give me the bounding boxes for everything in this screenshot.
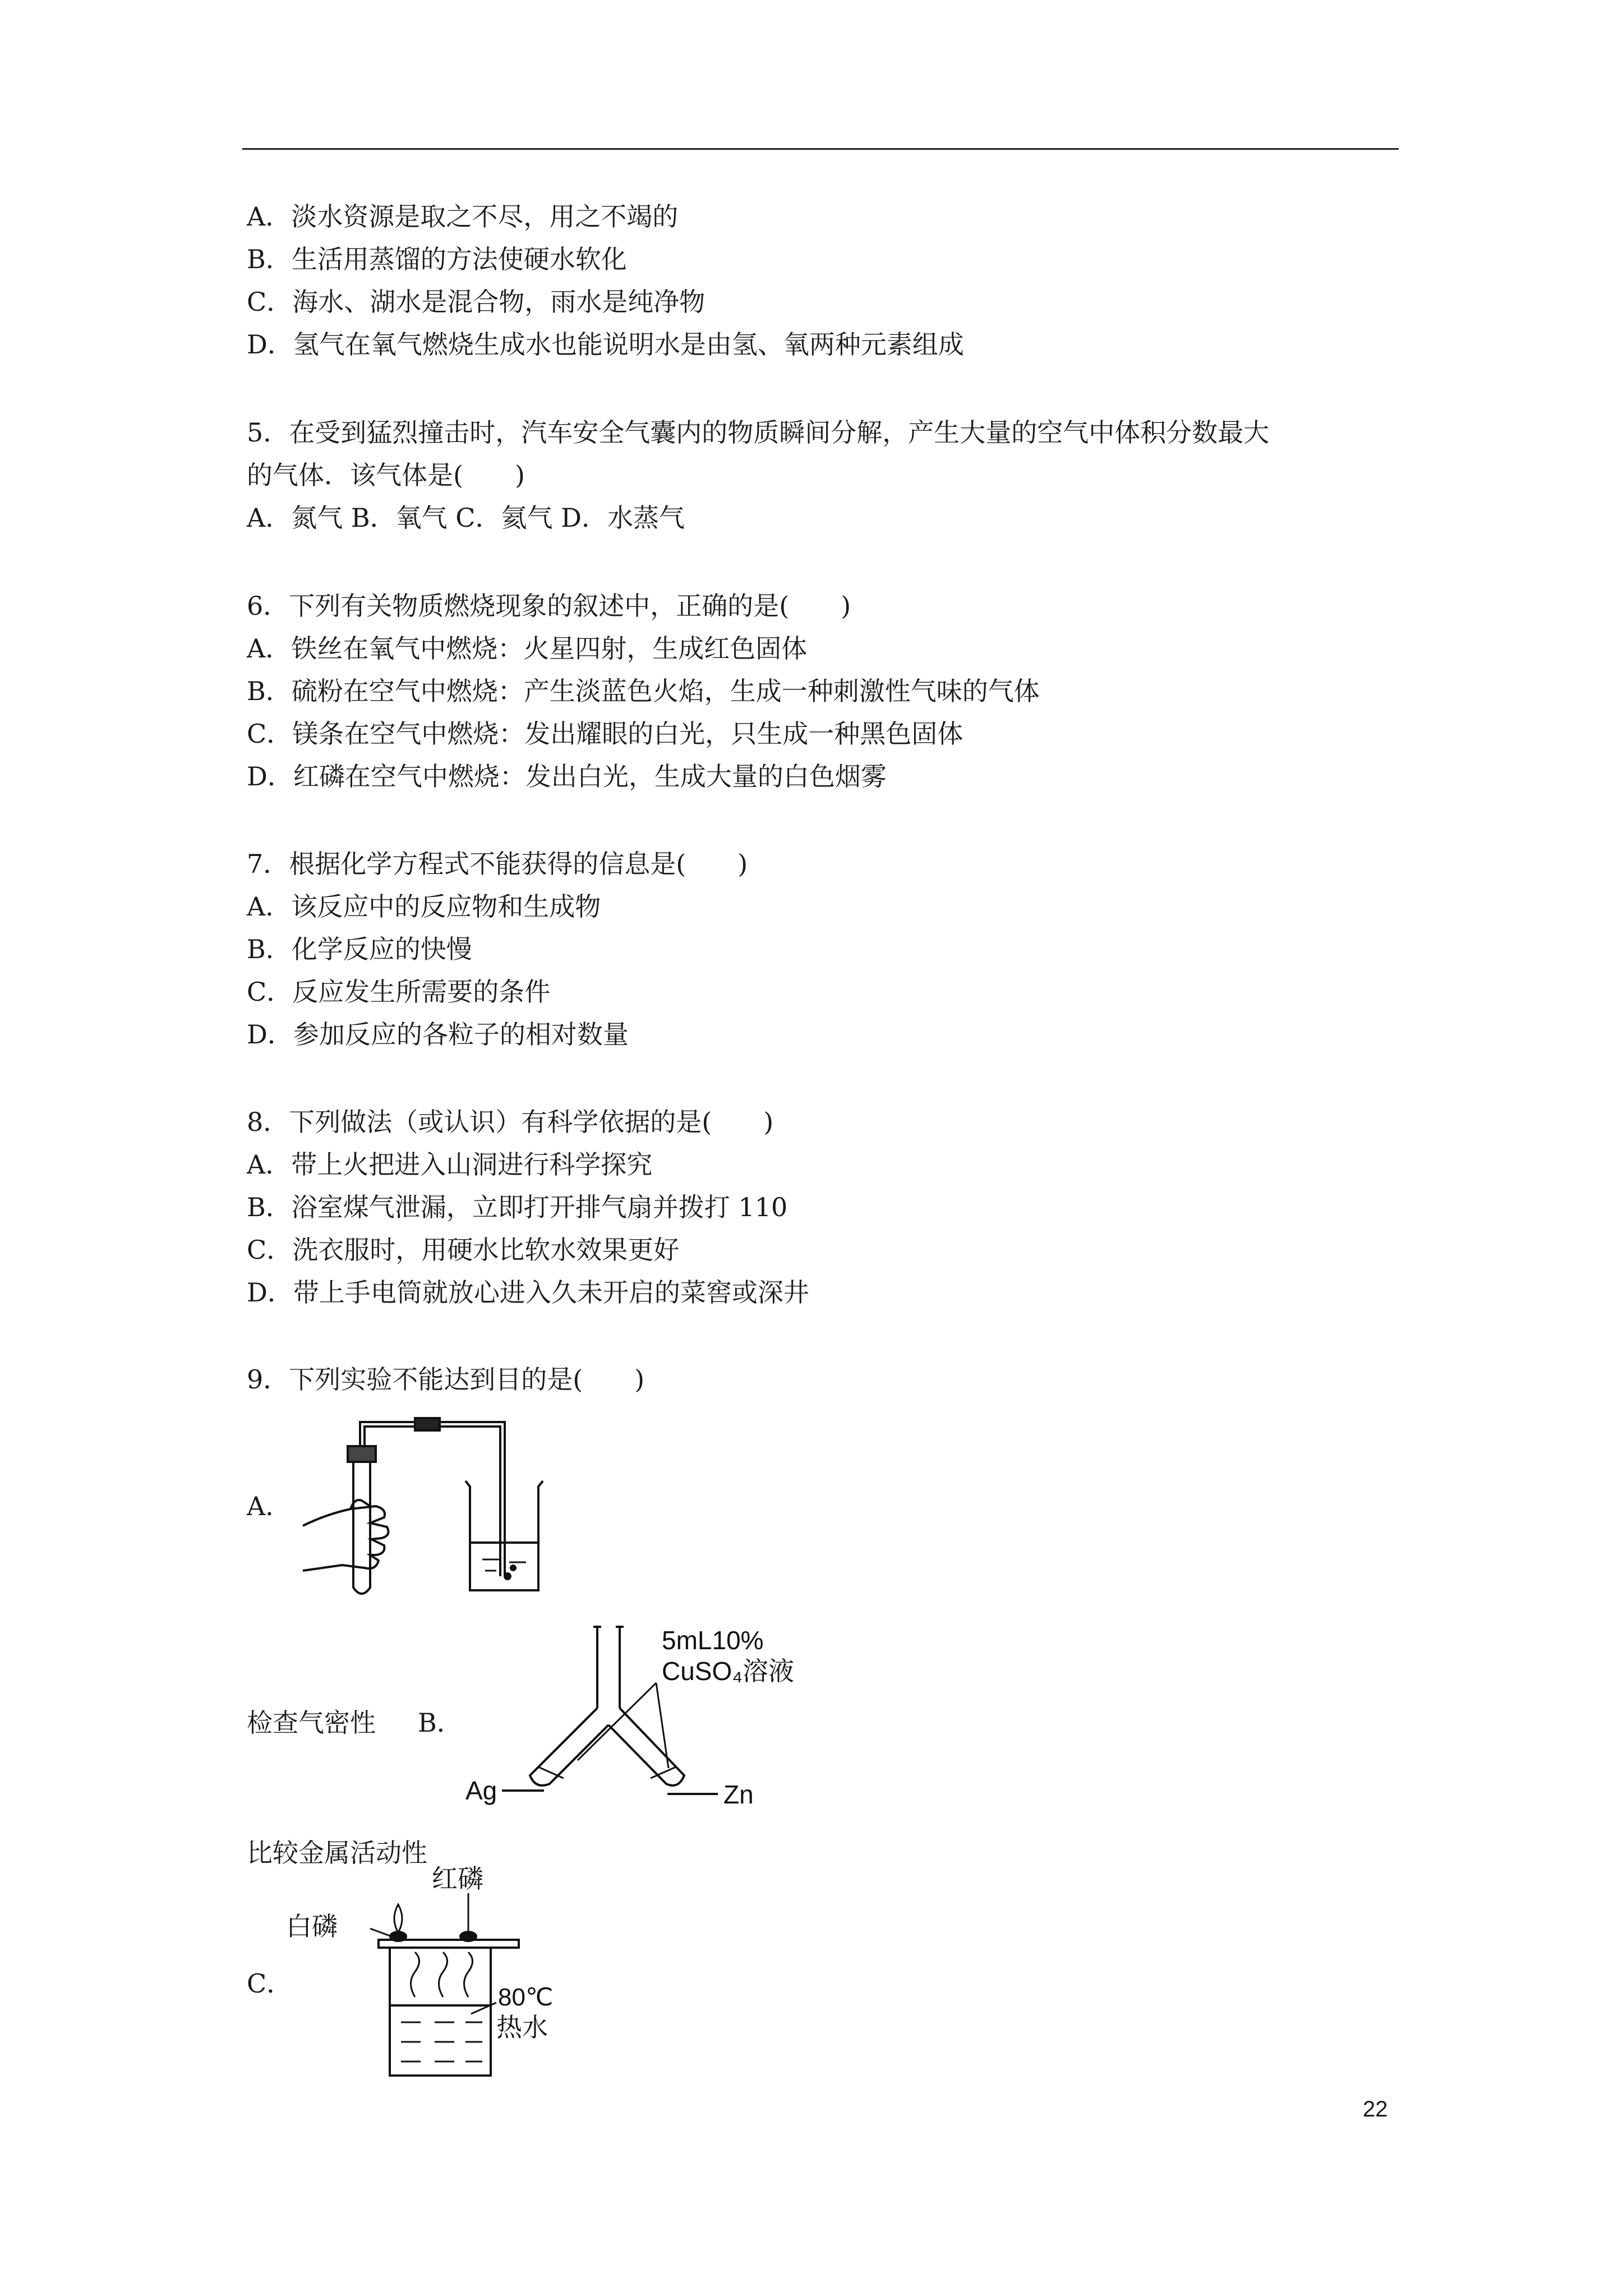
q5-stem-line1: 5．在受到猛烈撞击时，汽车安全气囊内的物质瞬间分解，产生大量的空气中体积分数最大 — [247, 417, 1270, 448]
q6-option-d: D．红磷在空气中燃烧：发出白光，生成大量的白色烟雾 — [247, 761, 887, 792]
q5-stem-line2: 的气体．该气体是( ) — [247, 460, 525, 490]
q9-option-a-caption: 检查气密性 — [247, 1708, 376, 1738]
q9-option-a-label: A． — [247, 1491, 292, 1521]
q8-option-a: A．带上火把进入山洞进行科学探究 — [247, 1149, 653, 1180]
q8-option-d: D．带上手电筒就放心进入久未开启的菜窖或深井 — [247, 1277, 809, 1308]
q9-stem: 9．下列实验不能达到目的是( ) — [247, 1364, 645, 1395]
q6-stem: 6．下列有关物质燃烧现象的叙述中，正确的是( ) — [247, 591, 851, 621]
q5-options: A．氮气 B．氧气 C．氦气 D．水蒸气 — [247, 503, 685, 533]
figure-metal-activity — [460, 1616, 819, 1818]
q7-option-a: A．该反应中的反应物和生成物 — [247, 891, 601, 922]
q7-option-c: C．反应发生所需要的条件 — [247, 977, 551, 1007]
q7-option-d: D．参加反应的各粒子的相对数量 — [247, 1019, 629, 1050]
q4-option-a: A．淡水资源是取之不尽，用之不竭的 — [247, 201, 679, 232]
q9-option-b-caption: 比较金属活动性 — [247, 1838, 427, 1868]
q9-option-c-label: C． — [247, 1968, 293, 1999]
q6-option-b: B．硫粉在空气中燃烧：产生淡蓝色火焰，生成一种刺激性气味的气体 — [247, 676, 1040, 706]
q8-option-c: C．洗衣服时，用硬水比软水效果更好 — [247, 1235, 680, 1265]
q8-stem: 8．下列做法（或认识）有科学依据的是( ) — [247, 1107, 774, 1137]
left-metal-label: Ag — [465, 1776, 497, 1805]
q6-option-c: C．镁条在空气中燃烧：发出耀眼的白光，只生成一种黑色固体 — [247, 719, 963, 749]
q4-option-c: C．海水、湖水是混合物，雨水是纯净物 — [247, 287, 706, 317]
solution-label-line2: CuSO₄溶液 — [662, 1657, 795, 1686]
white-phosphorus-label: 白磷 — [286, 1911, 338, 1941]
solution-label-line1: 5mL10% — [662, 1626, 764, 1655]
q4-option-d: D．氢气在氧气燃烧生成水也能说明水是由氢、氧两种元素组成 — [247, 329, 964, 360]
figure-phosphorus-combustion — [286, 1862, 600, 2087]
q4-option-b: B．生活用蒸馏的方法使硬水软化 — [247, 244, 627, 274]
temperature-label: 80℃ — [498, 1984, 554, 2011]
q8-option-b: B．浴室煤气泄漏，立即打开排气扇并拨打 110 — [247, 1192, 788, 1222]
header-rule — [242, 148, 1399, 150]
q6-option-a: A．铁丝在氧气中燃烧：火星四射，生成红色固体 — [247, 633, 808, 664]
right-metal-label: Zn — [723, 1780, 754, 1809]
q9-option-b-label: B． — [418, 1708, 463, 1738]
red-phosphorus-label: 红磷 — [432, 1864, 483, 1894]
hot-water-label: 热水 — [496, 2012, 548, 2042]
figure-airtightness-check — [292, 1408, 572, 1604]
q7-option-b: B．化学反应的快慢 — [247, 934, 472, 964]
q7-stem: 7．根据化学方程式不能获得的信息是( ) — [247, 849, 748, 879]
page-number: 22 — [1363, 2097, 1388, 2122]
